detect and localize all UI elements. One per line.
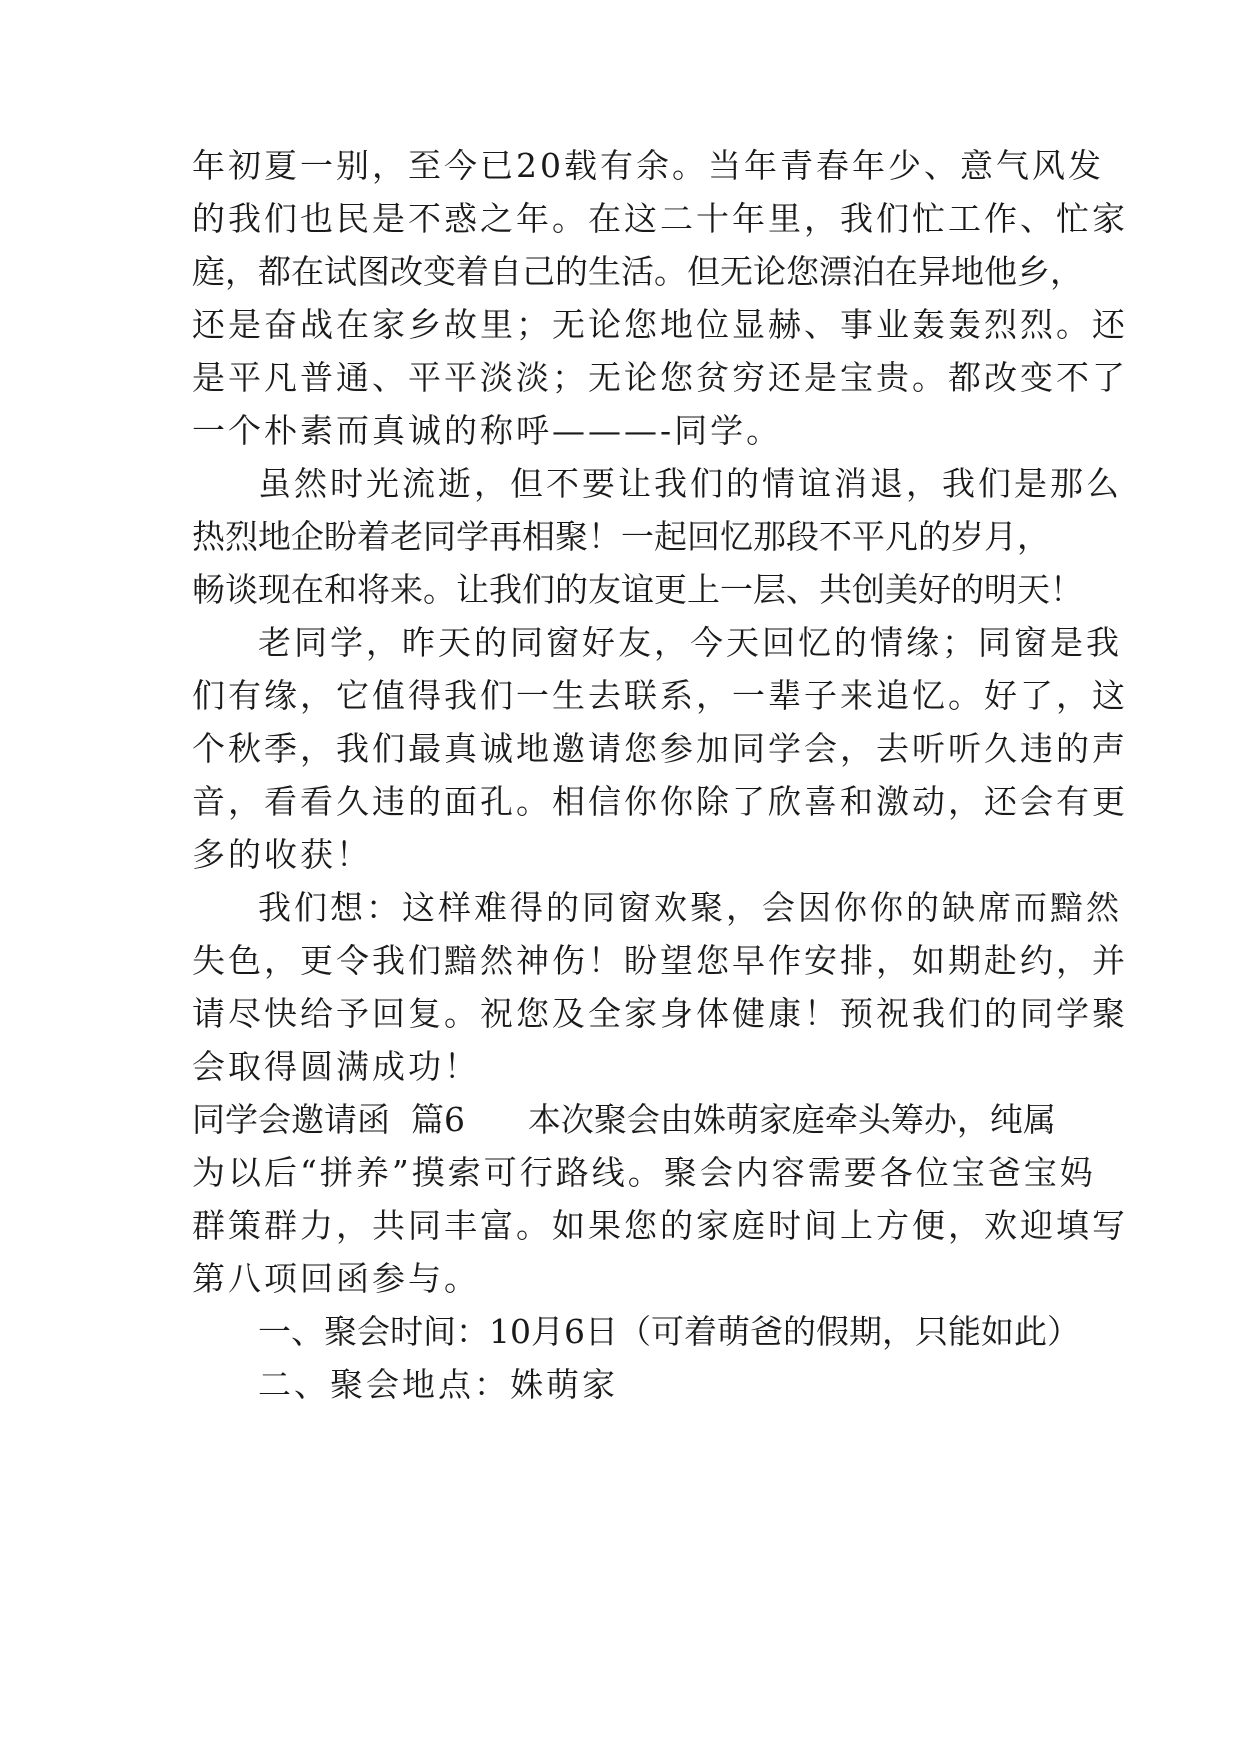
text-line: 多的收获！ [192,835,372,874]
text-line: 庭，都在试图改变着自己的生活。但无论您漂泊在异地他乡， [192,252,1083,291]
meeting-time-line: 一、聚会时间：10月6日（可着萌爸的假期，只能如此） [258,1312,1080,1351]
section-heading-line: 同学会邀请函 篇6 本次聚会由姝萌家庭牵头筹办，纯属 [192,1100,1056,1139]
text-line: 请尽快给予回复。祝您及全家身体健康！预祝我们的同学聚 [192,994,1128,1033]
text-line: 一个朴素而真诚的称呼———-同学。 [192,411,783,450]
text-line: 们有缘，它值得我们一生去联系，一辈子来追忆。好了，这 [192,676,1128,715]
text-line: 热烈地企盼着老同学再相聚！一起回忆那段不平凡的岁月， [192,517,1050,556]
text-line: 我们想：这样难得的同窗欢聚，会因你你的缺席而黯然 [258,888,1122,927]
text-line: 群策群力，共同丰富。如果您的家庭时间上方便，欢迎填写 [192,1206,1128,1245]
text-line: 的我们也民是不惑之年。在这二十年里，我们忙工作、忙家 [192,199,1128,238]
text-line: 第八项回函参与。 [192,1259,480,1298]
text-line: 虽然时光流逝，但不要让我们的情谊消退，我们是那么 [258,464,1122,503]
text-line: 个秋季，我们最真诚地邀请您参加同学会，去听听久违的声 [192,729,1128,768]
text-line: 失色，更令我们黯然神伤！盼望您早作安排，如期赴约，并 [192,941,1128,980]
text-line: 畅谈现在和将来。让我们的友谊更上一层、共创美好的明天！ [192,570,1083,609]
text-line: 还是奋战在家乡故里；无论您地位显赫、事业轰轰烈烈。还 [192,305,1128,344]
text-line: 年初夏一别，至今已20载有余。当年青春年少、意气风发 [192,146,1104,185]
text-line: 是平凡普通、平平淡淡；无论您贫穷还是宝贵。都改变不了 [192,358,1128,397]
text-line: 音，看看久违的面孔。相信你你除了欣喜和激动，还会有更 [192,782,1128,821]
text-line: 会取得圆满成功！ [192,1047,480,1086]
meeting-place-line: 二、聚会地点：姝萌家 [258,1365,618,1404]
text-line: 为以后“拼养”摸索可行路线。聚会内容需要各位宝爸宝妈 [192,1153,1096,1192]
text-line: 老同学，昨天的同窗好友，今天回忆的情缘；同窗是我 [258,623,1122,662]
